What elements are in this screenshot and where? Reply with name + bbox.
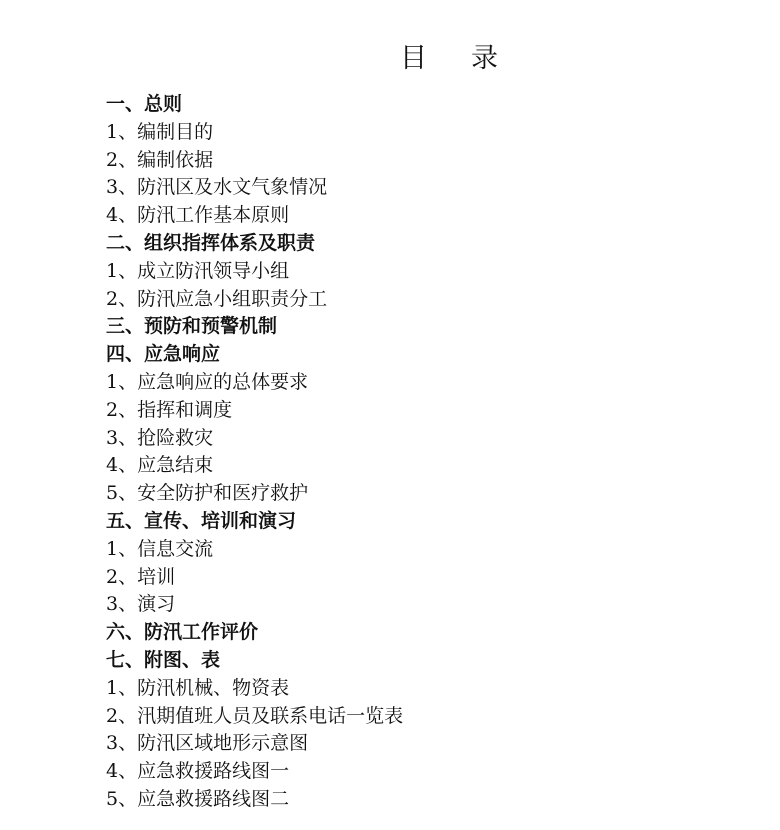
toc-item: 5、应急救援路线图二 [106, 787, 290, 810]
toc-item: 5、安全防护和医疗救护 [106, 482, 309, 505]
toc-section: 二、组织指挥体系及职责 [106, 231, 316, 254]
toc-item: 3、抢险救灾 [106, 426, 214, 449]
toc-item: 1、信息交流 [106, 537, 214, 560]
toc-item: 3、防汛区及水文气象情况 [106, 176, 328, 199]
toc-item: 2、汛期值班人员及联系电话一览表 [106, 704, 404, 727]
page-title [0, 36, 780, 75]
toc-item: 3、防汛区域地形示意图 [106, 732, 309, 755]
toc-section: 七、附图、表 [106, 648, 221, 671]
toc-item: 2、编制依据 [106, 148, 214, 171]
toc-section: 一、总则 [106, 93, 183, 115]
toc-item: 2、培训 [106, 565, 176, 588]
toc-item: 4、应急结束 [106, 454, 214, 477]
toc-section: 六、防汛工作评价 [106, 621, 259, 644]
toc-section: 五、宣传、培训和演习 [106, 509, 297, 532]
title-char-2: 录 [471, 43, 498, 74]
toc-item: 3、演习 [106, 593, 176, 616]
toc-section: 四、应急响应 [106, 343, 221, 366]
toc-item: 1、应急响应的总体要求 [106, 370, 309, 393]
toc-section: 三、预防和预警机制 [106, 315, 278, 338]
title-char-1: 目 [400, 43, 427, 74]
toc-item: 4、防汛工作基本原则 [106, 204, 290, 227]
table-of-contents [106, 91, 403, 814]
toc-item: 4、应急救援路线图一 [106, 760, 290, 783]
toc-item: 1、成立防汛领导小组 [106, 259, 290, 282]
toc-item: 2、指挥和调度 [106, 398, 233, 421]
toc-item: 1、防汛机械、物资表 [106, 676, 290, 699]
toc-item: 2、防汛应急小组职责分工 [106, 287, 328, 310]
toc-item: 1、编制目的 [106, 120, 214, 143]
